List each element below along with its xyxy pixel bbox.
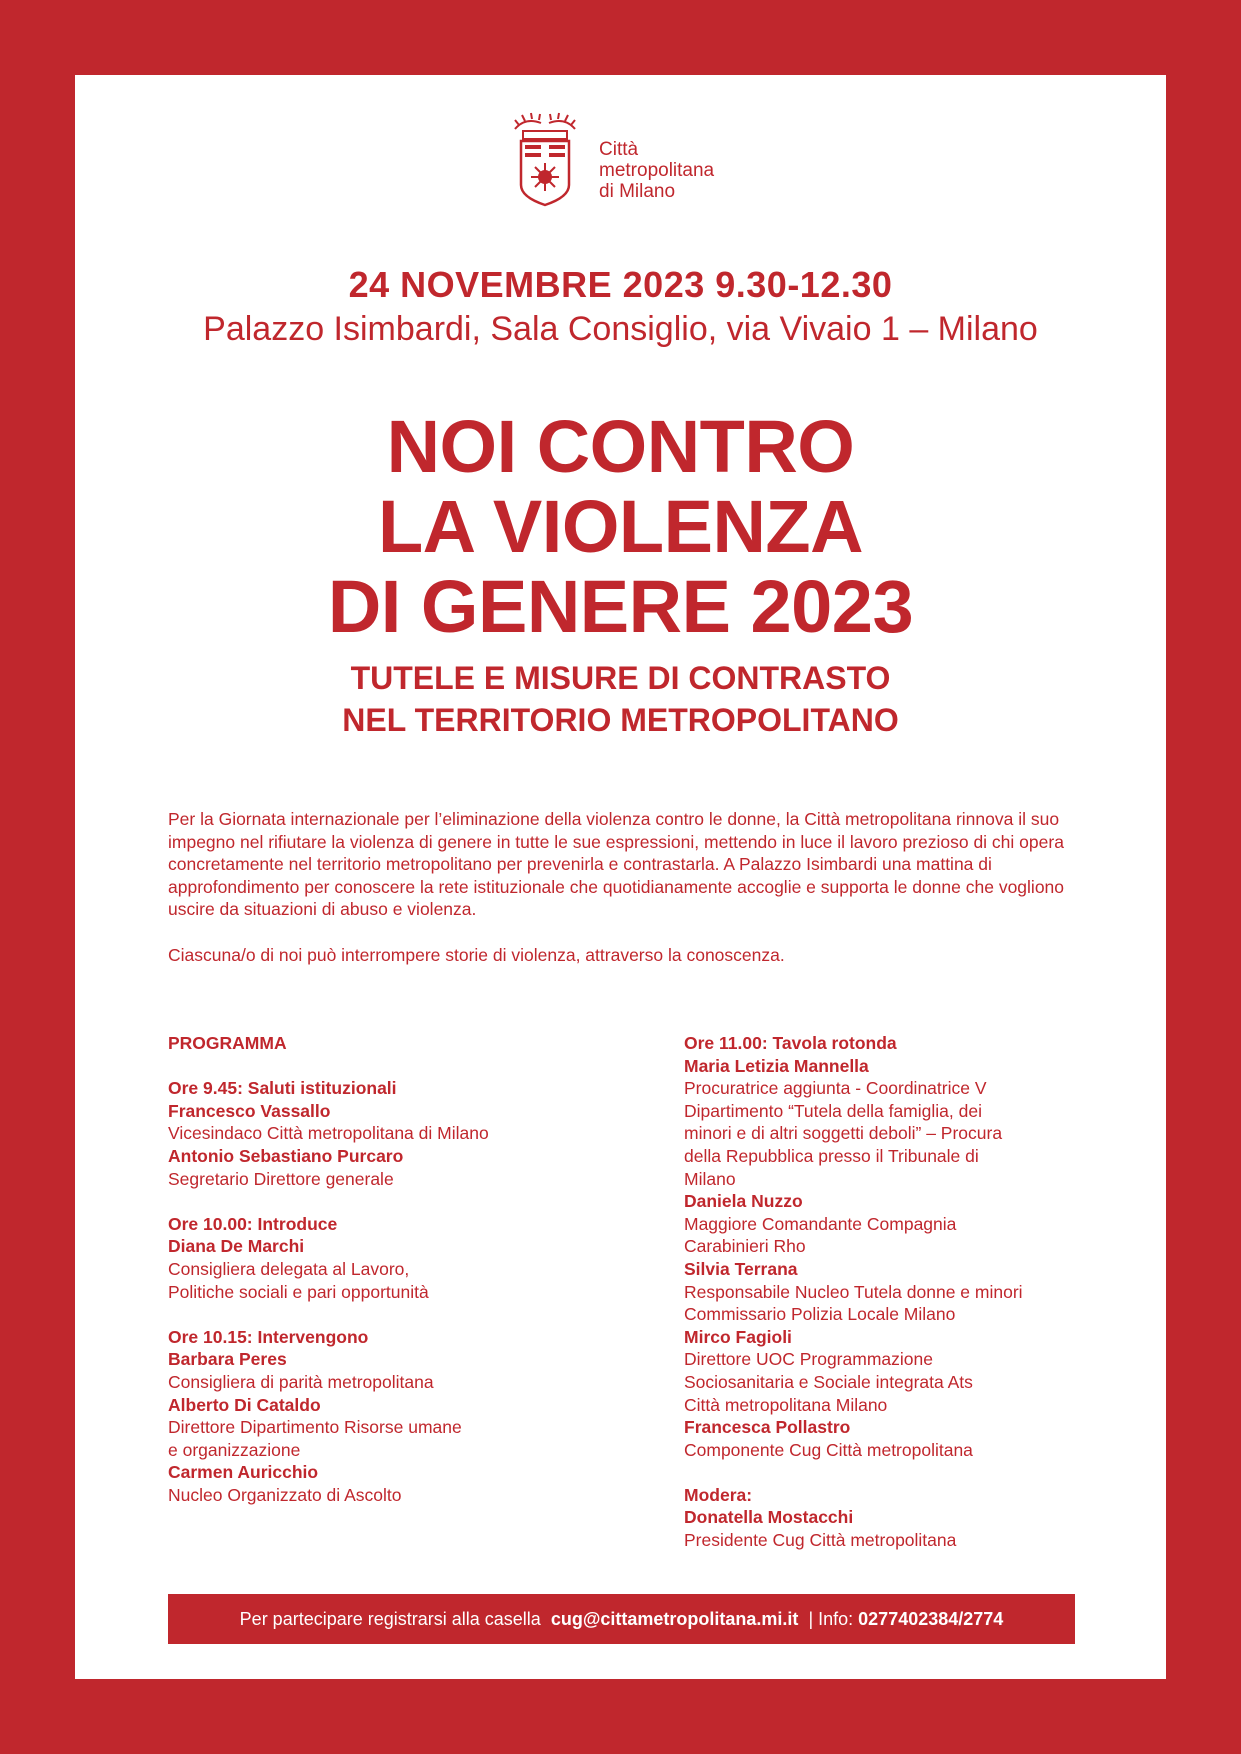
logo-line-1: Città (599, 139, 639, 160)
speaker-name: Silvia Terrana (684, 1258, 798, 1279)
speaker-role: Procuratrice aggiunta - Coordinatrice V (684, 1078, 987, 1099)
session-time: Ore 11.00: Tavola rotonda (684, 1033, 897, 1053)
session-time: Ore 10.15: Intervengono (168, 1326, 369, 1347)
info-phone: 0277402384/2774 (858, 1609, 1004, 1629)
logo (505, 109, 765, 209)
speaker-role: Nucleo Organizzato di Ascolto (168, 1484, 402, 1505)
speaker-role: minori e di altri soggetti deboli” – Procura (684, 1123, 1003, 1144)
speaker-role: Milano (684, 1168, 736, 1189)
registration-email-link[interactable]: cug@cittametropolitana.mi.it (550, 1609, 799, 1629)
program-column-left (168, 1032, 628, 1506)
intro-text (168, 808, 1078, 966)
speaker-role: Città metropolitana Milano (684, 1394, 888, 1415)
speaker-role: Consigliera di parità metropolitana (168, 1371, 434, 1392)
program-column-right (684, 1032, 1104, 1552)
logo-line-2: metropolitana (599, 160, 715, 181)
speaker-name: Francesco Vassallo (168, 1100, 331, 1121)
speaker-name: Maria Letizia Mannella (684, 1055, 869, 1076)
registration-banner (168, 1594, 1075, 1644)
speaker-role: Commissario Polizia Locale Milano (684, 1304, 956, 1325)
registration-text: Per partecipare registrarsi alla casella (239, 1609, 541, 1629)
speaker-name: Alberto Di Cataldo (168, 1394, 321, 1415)
session-time: Ore 9.45: Saluti istituzionali (168, 1078, 397, 1099)
intro-paragraph-1: Per la Giornata internazionale per l’eliminazione della violenza contro le donne, la Città metropolitana rinnova il suo impegno nel rifiutare la violenza di genere in tutte le sue espressioni, mettendo in luce il lavoro prezioso di chi opera concretamente nel territorio metropolitano per prevenirla e contrastarla. A Palazzo Isimbardi una mattina di approfondimento per conoscere la rete istituzionale che quotidianamente accoglie e supporta le donne che vogliono uscire da situazioni di abuso e violenza. (168, 809, 1065, 920)
title-line-2: LA VIOLENZA (377, 485, 864, 568)
speaker-name: Francesca Pollastro (684, 1417, 851, 1438)
speaker-role: Direttore UOC Programmazione (684, 1349, 933, 1370)
speaker-name: Barbara Peres (168, 1349, 287, 1370)
speaker-role: della Repubblica presso il Tribunale di (684, 1145, 979, 1166)
coat-of-arms-icon (505, 109, 585, 209)
title-line-1: NOI CONTRO (386, 405, 855, 488)
speaker-role: Responsabile Nucleo Tutela donne e minori (684, 1281, 1023, 1302)
poster-sheet (75, 75, 1166, 1679)
moderator-label: Modera: (684, 1484, 753, 1505)
speaker-name: Mirco Fagioli (684, 1326, 792, 1347)
speaker-role: Segretario Direttore generale (168, 1168, 394, 1189)
speaker-role: Componente Cug Città metropolitana (684, 1439, 973, 1460)
speaker-name: Daniela Nuzzo (684, 1191, 803, 1212)
subtitle-line-2: NEL TERRITORIO METROPOLITANO (342, 702, 899, 738)
speaker-role: e organizzazione (168, 1439, 301, 1460)
speaker-name: Diana De Marchi (168, 1236, 305, 1257)
speaker-name: Carmen Auricchio (168, 1462, 319, 1483)
speaker-role: Presidente Cug Città metropolitana (684, 1530, 957, 1551)
intro-paragraph-2: Ciascuna/o di noi può interrompere storie di violenza, attraverso la conoscenza. (168, 944, 785, 965)
program-heading: PROGRAMMA (168, 1033, 287, 1053)
speaker-role: Sociosanitaria e Sociale integrata Ats (684, 1371, 973, 1392)
speaker-role: Carabinieri Rho (684, 1236, 806, 1257)
title-line-3: DI GENERE 2023 (327, 565, 914, 648)
speaker-role: Politiche sociali e pari opportunità (168, 1281, 429, 1302)
subtitle-line-1: TUTELE E MISURE DI CONTRASTO (350, 660, 891, 696)
speaker-name: Donatella Mostacchi (684, 1507, 854, 1528)
speaker-role: Vicesindaco Città metropolitana di Milano (168, 1123, 489, 1144)
speaker-role: Maggiore Comandante Compagnia (684, 1213, 957, 1234)
logo-text (599, 139, 714, 202)
speaker-role: Consigliera delegata al Lavoro, (168, 1258, 410, 1279)
speaker-name: Antonio Sebastiano Purcaro (168, 1145, 404, 1166)
event-date: 24 NOVEMBRE 2023 9.30-12.30 (348, 264, 893, 305)
speaker-role: Dipartimento “Tutela della famiglia, dei (684, 1100, 982, 1121)
speaker-role: Direttore Dipartimento Risorse umane (168, 1417, 462, 1438)
event-venue: Palazzo Isimbardi, Sala Consiglio, via Vivaio 1 – Milano (203, 310, 1038, 348)
page-title (75, 407, 1166, 647)
logo-line-3: di Milano (599, 181, 676, 202)
subtitle (75, 657, 1166, 741)
session-time: Ore 10.00: Introduce (168, 1213, 338, 1234)
info-label: | Info: (808, 1609, 854, 1629)
